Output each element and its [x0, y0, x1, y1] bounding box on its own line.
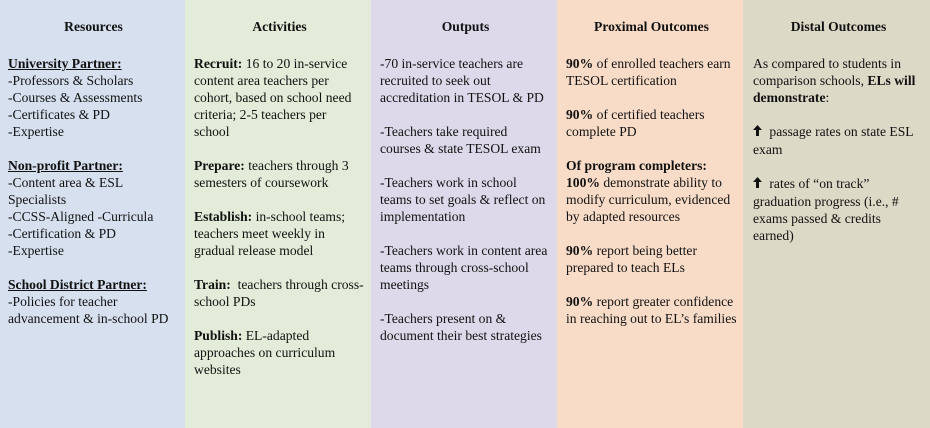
up-arrow-icon — [753, 176, 762, 193]
resource-item: -Expertise — [8, 124, 64, 139]
column-outputs — [371, 0, 557, 428]
activity-lead: Publish: — [194, 328, 243, 343]
column-distal-outcomes — [743, 0, 930, 428]
distal-text: rates of “on track” graduation progress (i.e., # exams passed & credits earned) — [753, 176, 899, 243]
resource-group — [8, 157, 179, 259]
resource-group-title: University Partner: — [8, 56, 122, 71]
activity-lead: Train: — [194, 277, 231, 292]
proximal-text: of enrolled teachers earn TESOL certification — [566, 56, 731, 88]
proximal-item — [566, 293, 737, 327]
distal-intro-end: : — [825, 90, 830, 105]
activity-text: 16 to 20 in-service content area teachers per cohort, based on school need criteria; 2-5 teachers per school — [194, 56, 352, 139]
proximal-text: report greater confidence in reaching out to EL’s families — [566, 294, 737, 326]
resource-group — [8, 276, 179, 327]
proximal-percent: 90% — [566, 294, 594, 309]
activity-lead: Establish: — [194, 209, 253, 224]
proximal-text: demonstrate ability to modify curriculum, evidenced by adapted resources — [566, 175, 731, 224]
output-item: -70 in-service teachers are recruited to seek out accreditation in TESOL & PD — [380, 56, 544, 105]
distal-text: passage rates on state ESL exam — [753, 124, 914, 157]
activity-text: EL-adapted approaches on curriculum websites — [194, 328, 336, 377]
output-item: -Teachers work in school teams to set goals & reflect on implementation — [380, 175, 546, 224]
column-header-distal: Distal Outcomes — [790, 19, 887, 34]
activity-lead: Prepare: — [194, 158, 245, 173]
activity-text: teachers through 3 semesters of coursework — [194, 158, 349, 190]
resource-item: -Expertise — [8, 243, 64, 258]
proximal-item — [566, 157, 737, 225]
resource-group-title: Non-profit Partner: — [8, 158, 123, 173]
resource-item: -Certificates & PD — [8, 107, 110, 122]
resource-item: -Professors & Scholars — [8, 73, 134, 88]
activity-text: teachers through cross-school PDs — [194, 277, 364, 309]
output-item: -Teachers work in content area teams through cross-school meetings — [380, 243, 548, 292]
activity-item — [194, 55, 365, 140]
column-header-activities: Activities — [252, 19, 307, 34]
proximal-text: of certified teachers complete PD — [566, 107, 705, 139]
resource-item: -Certification & PD — [8, 226, 116, 241]
proximal-percent: 90% — [566, 107, 594, 122]
output-item: -Teachers take required courses & state TESOL exam — [380, 124, 541, 156]
proximal-item — [566, 106, 737, 140]
distal-item — [753, 175, 924, 244]
activity-item — [194, 327, 365, 378]
proximal-text: report being better prepared to teach ELs — [566, 243, 697, 275]
column-activities — [185, 0, 371, 428]
activity-text: in-school teams; teachers meet weekly in gradual release model — [194, 209, 346, 258]
proximal-percent: 90% — [566, 56, 594, 71]
resource-group-title: School District Partner: — [8, 277, 147, 292]
distal-intro-bold: ELs will demonstrate — [753, 73, 916, 105]
activity-lead: Recruit: — [194, 56, 243, 71]
activity-item — [194, 208, 365, 259]
resource-item: -Courses & Assessments — [8, 90, 143, 105]
resource-item: -Policies for teacher advancement & in-school PD — [8, 294, 169, 326]
resource-item: -Content area & ESL Specialists — [8, 175, 123, 207]
output-item: -Teachers present on & document their best strategies — [380, 311, 542, 343]
column-resources — [0, 0, 185, 428]
up-arrow-icon — [753, 124, 762, 141]
activity-item — [194, 276, 365, 310]
column-header-resources: Resources — [64, 19, 123, 34]
resource-group — [8, 55, 179, 140]
distal-intro — [753, 55, 924, 106]
proximal-item — [566, 55, 737, 89]
proximal-percent: 90% — [566, 243, 594, 258]
column-header-proximal: Proximal Outcomes — [594, 19, 709, 34]
proximal-item — [566, 242, 737, 276]
column-header-outputs: Outputs — [441, 19, 490, 34]
distal-intro-text: As compared to students in comparison schools, — [753, 56, 901, 88]
distal-item — [753, 123, 924, 158]
proximal-subheading: Of program completers: — [566, 158, 707, 173]
resource-item: -CCSS-Aligned -Curricula — [8, 209, 154, 224]
column-proximal-outcomes — [557, 0, 743, 428]
proximal-percent: 100% — [566, 175, 600, 190]
activity-item — [194, 157, 365, 191]
